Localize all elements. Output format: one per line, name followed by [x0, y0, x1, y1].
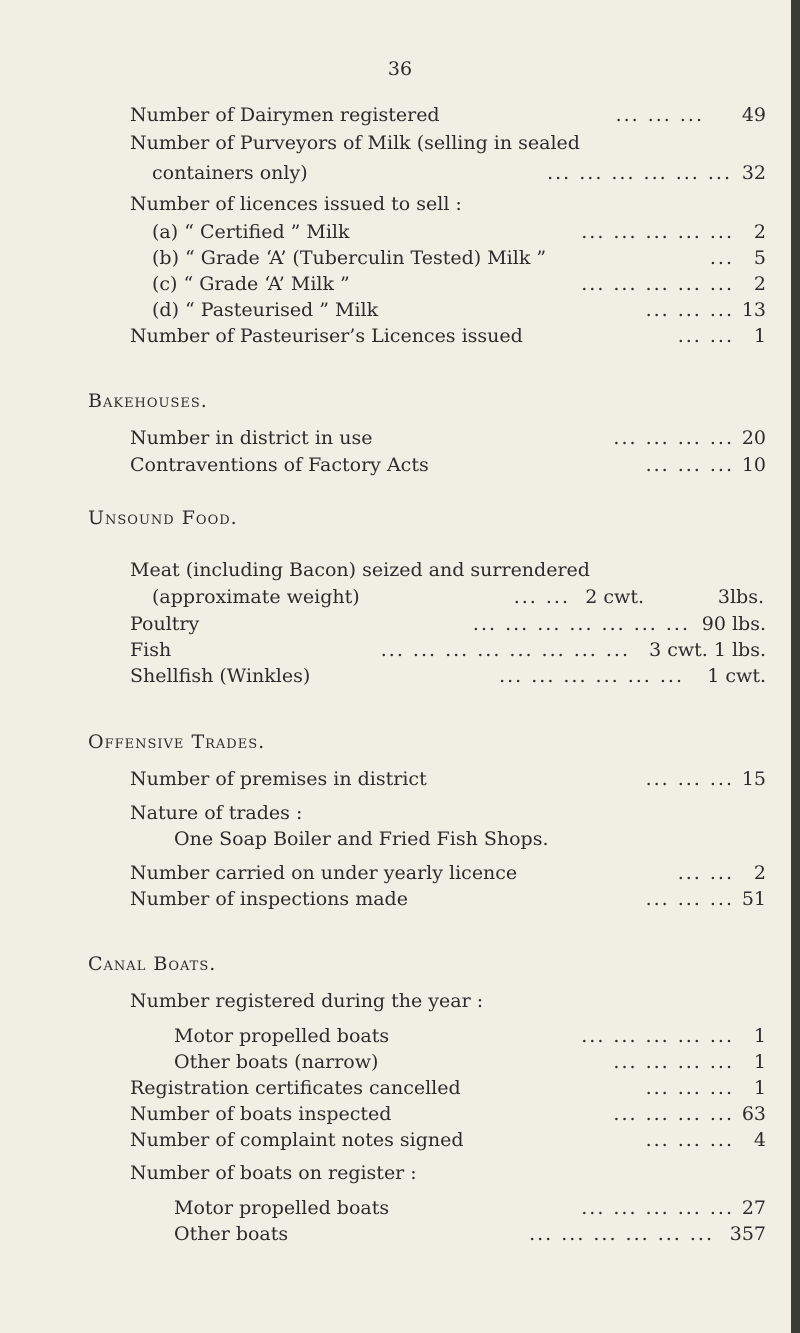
row-label: Number of boats inspected [130, 1103, 392, 1125]
row-value: 90 lbs. [701, 613, 766, 635]
row-label: Number in district in use [130, 427, 373, 449]
row-value: 49 [741, 104, 766, 126]
meat-label-1: Meat (including Bacon) seized and surrendered [130, 559, 590, 581]
row-label: Motor propelled boats [174, 1025, 390, 1047]
row-label: Other boats [174, 1223, 289, 1245]
row-value-secondary: 3lbs. [717, 586, 764, 608]
row-label: (d) “ Pasteurised ” Milk [152, 299, 379, 321]
registered-row [174, 1049, 766, 1075]
licences-label: Number of licences issued to sell : [130, 193, 462, 215]
leader-dots: ... ... ... [645, 888, 734, 910]
licence-row [152, 245, 766, 271]
page-number: 36 [387, 58, 413, 80]
row-value: 20 [741, 427, 766, 449]
row-value: 1 cwt. [707, 665, 766, 687]
row-label: (b) “ Grade ‘A’ (Tuberculin Tested) Milk ” [152, 247, 547, 269]
purveyors-row [152, 160, 766, 186]
purveyors-label-1: Number of Purveyors of Milk (selling in sealed [130, 132, 580, 154]
row-value: 15 [741, 768, 766, 790]
premises-row [130, 766, 766, 792]
leader-dots: ... ... ... ... ... ... ... [472, 613, 690, 635]
nature-label: Nature of trades : [130, 802, 303, 824]
leader-dots: ... ... ... ... [613, 1103, 734, 1125]
unsound-food-row [130, 637, 766, 663]
leader-dots: ... ... ... ... ... ... [529, 1223, 714, 1245]
leader-dots: ... ... ... ... ... [581, 221, 734, 243]
leader-dots: ... ... ... ... [613, 1051, 734, 1073]
registered-row [174, 1023, 766, 1049]
row-label: Registration certificates cancelled [130, 1077, 461, 1099]
leader-dots: ... ... ... ... ... ... [547, 162, 732, 184]
leader-dots: ... ... ... [615, 104, 704, 126]
row-label: (approximate weight) [152, 586, 360, 608]
leader-dots: ... ... ... [645, 454, 734, 476]
leader-dots: ... ... ... [645, 768, 734, 790]
row-label: Number of premises in district [130, 768, 427, 790]
leader-dots: ... ... ... ... [613, 427, 734, 449]
offensive-trades-row [130, 886, 766, 912]
leader-dots: ... ... ... [645, 1129, 734, 1151]
row-value: 1 [753, 1051, 766, 1073]
meat-row [152, 584, 764, 610]
leader-dots: ... ... [677, 862, 734, 884]
row-value: 10 [741, 454, 766, 476]
leader-dots: ... ... ... ... ... [581, 1025, 734, 1047]
section-heading-bakehouses: Bakehouses. [88, 390, 208, 412]
dairymen-row [130, 102, 766, 128]
nature-value: One Soap Boiler and Fried Fish Shops. [174, 828, 549, 850]
row-value: 13 [741, 299, 766, 321]
unsound-food-row [130, 611, 766, 637]
leader-dots: ... ... ... ... ... [581, 1197, 734, 1219]
pasteuriser-row [130, 323, 766, 349]
section-heading-canal-boats: Canal Boats. [88, 953, 217, 975]
row-value: 2 cwt. [585, 586, 644, 608]
leader-dots: ... ... ... ... ... ... [499, 665, 684, 687]
row-value: 357 [729, 1223, 766, 1245]
row-value: 63 [741, 1103, 766, 1125]
offensive-trades-row [130, 860, 766, 886]
row-label: Motor propelled boats [174, 1197, 390, 1219]
leader-dots: ... ... ... [645, 299, 734, 321]
register-row [174, 1195, 766, 1221]
row-value: 4 [753, 1129, 766, 1151]
row-value: 2 [753, 221, 766, 243]
leader-dots: ... [709, 247, 734, 269]
row-label: Poultry [130, 613, 200, 635]
row-value: 3 cwt. 1 lbs. [649, 639, 766, 661]
leader-dots: ... ... ... ... ... ... ... ... [380, 639, 630, 661]
row-value: 1 [753, 1025, 766, 1047]
row-label: (a) “ Certified ” Milk [152, 221, 350, 243]
row-label: Number of inspections made [130, 888, 408, 910]
row-label: Number of Pasteuriser’s Licences issued [130, 325, 523, 347]
row-label: Other boats (narrow) [174, 1051, 379, 1073]
registered-label: Number registered during the year : [130, 990, 484, 1012]
row-value: 51 [741, 888, 766, 910]
row-value: 2 [753, 273, 766, 295]
canal-boats-row [130, 1127, 766, 1153]
row-label: Contraventions of Factory Acts [130, 454, 429, 476]
leader-dots: ... ... ... [645, 1077, 734, 1099]
canal-boats-row [130, 1075, 766, 1101]
row-label: Shellfish (Winkles) [130, 665, 311, 687]
row-label: Number carried on under yearly licence [130, 862, 518, 884]
register-label: Number of boats on register : [130, 1162, 417, 1184]
leader-dots: ... ... [513, 586, 570, 608]
leader-dots: ... ... ... ... ... [581, 273, 734, 295]
section-heading-unsound-food: Unsound Food. [88, 507, 238, 529]
row-value: 1 [753, 1077, 766, 1099]
register-row [174, 1221, 766, 1247]
canal-boats-row [130, 1101, 766, 1127]
bakehouse-row [130, 452, 766, 478]
licence-row [152, 219, 766, 245]
leader-dots: ... ... [677, 325, 734, 347]
section-heading-offensive-trades: Offensive Trades. [88, 731, 266, 753]
row-label: Number of Dairymen registered [130, 104, 440, 126]
row-value: 1 [753, 325, 766, 347]
page-edge [791, 0, 800, 1333]
licence-row [152, 271, 766, 297]
row-value: 32 [741, 162, 766, 184]
row-label: Fish [130, 639, 172, 661]
licence-row [152, 297, 766, 323]
bakehouse-row [130, 425, 766, 451]
row-label: (c) “ Grade ‘A’ Milk ” [152, 273, 350, 295]
row-value: 2 [753, 862, 766, 884]
row-value: 5 [753, 247, 766, 269]
unsound-food-row [130, 663, 766, 689]
row-value: 27 [741, 1197, 766, 1219]
row-label: Number of complaint notes signed [130, 1129, 464, 1151]
row-label: containers only) [152, 162, 308, 184]
